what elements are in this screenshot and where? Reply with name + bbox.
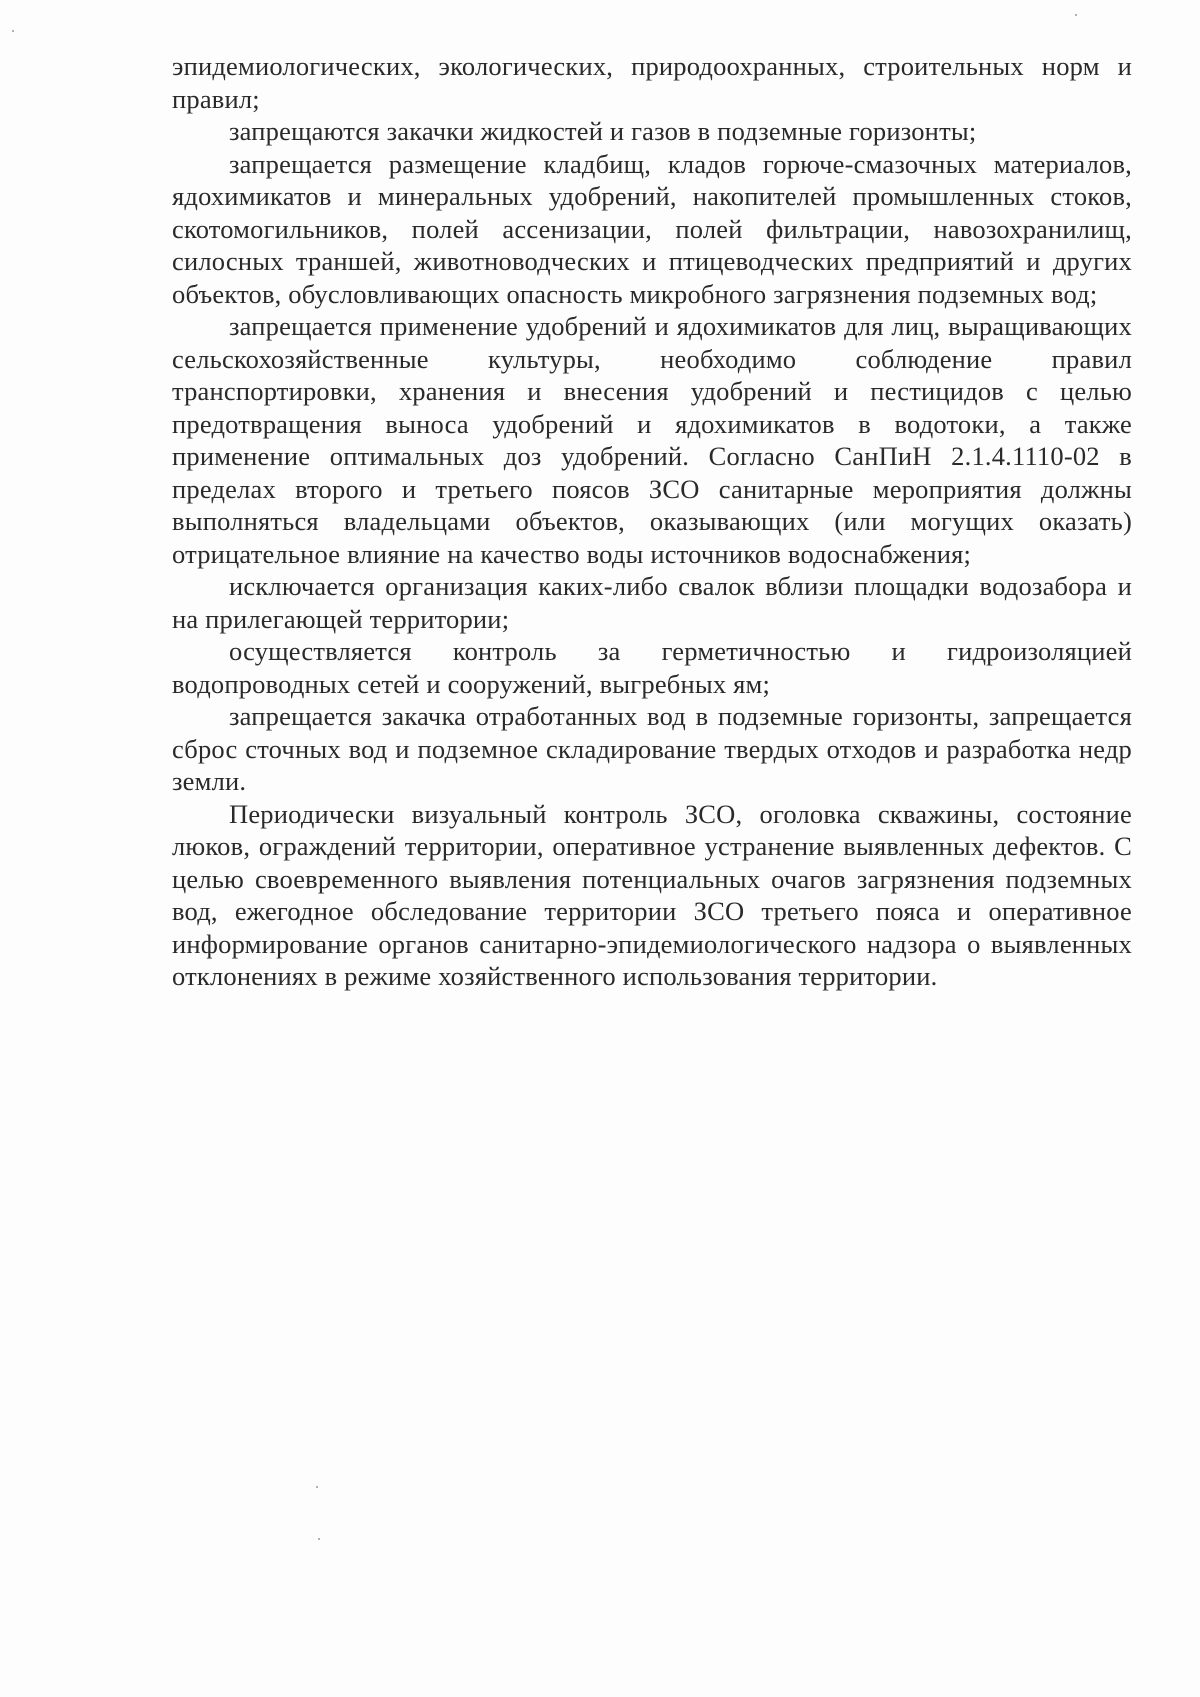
- paragraph-4: запрещается применение удобрений и ядохимикатов для лиц, выращивающих сельскохозяйственные культуры, необходимо соблюдение правил транспортировки, хранения и внесения удобрений и пестицидов с целью предотвращения выноса удобрений и ядохимикатов в водотоки, а также применение оптимальных доз удобрений. Согласно СанПиН 2.1.4.1110-02 в пределах второго и третьего поясов ЗСО санитарные мероприятия должны выполняться владельцами объектов, оказывающих (или могущих оказать) отрицательное влияние на качество воды источников водоснабжения;: [172, 311, 1132, 569]
- paragraph-7: запрещается закачка отработанных вод в подземные горизонты, запрещается сброс сточных вод и подземное складирование твердых отходов и разработка недр земли.: [172, 701, 1132, 796]
- paragraph-5: исключается организация каких-либо свалок вблизи площадки водозабора и на прилегающей территории;: [172, 571, 1132, 634]
- scan-speck: [318, 1538, 320, 1540]
- paragraph-2: запрещаются закачки жидкостей и газов в подземные горизонты;: [229, 116, 977, 146]
- scan-speck: [12, 30, 14, 32]
- paragraph-8: Периодически визуальный контроль ЗСО, оголовка скважины, состояние люков, ограждений территории, оперативное устранение выявленных дефектов. С целью своевременного выявления потенциальных очагов загрязнения подземных вод, ежегодное обследование территории ЗСО третьего пояса и оперативное информирование органов санитарно-эпидемиологического надзора о выявленных отклонениях в режиме хозяйственного использования территории.: [172, 798, 1132, 991]
- paragraph-3: запрещается размещение кладбищ, кладов горюче-смазочных материалов, ядохимикатов и минеральных удобрений, накопителей промышленных стоков, скотомогильников, полей ассенизации, полей фильтрации, навозохранилищ, силосных траншей, животноводческих и птицеводческих предприятий и других объектов, обусловливающих опасность микробного загрязнения подземных вод;: [172, 148, 1132, 309]
- document-body: [172, 50, 1132, 993]
- paragraph-6: осуществляется контроль за герметичностью и гидроизоляцией водопроводных сетей и сооружений, выгребных ям;: [172, 636, 1132, 699]
- paragraph-1: эпидемиологических, экологических, природоохранных, строительных норм и правил;: [172, 51, 1132, 114]
- scan-speck: [1075, 14, 1077, 16]
- scan-speck: [316, 1486, 318, 1488]
